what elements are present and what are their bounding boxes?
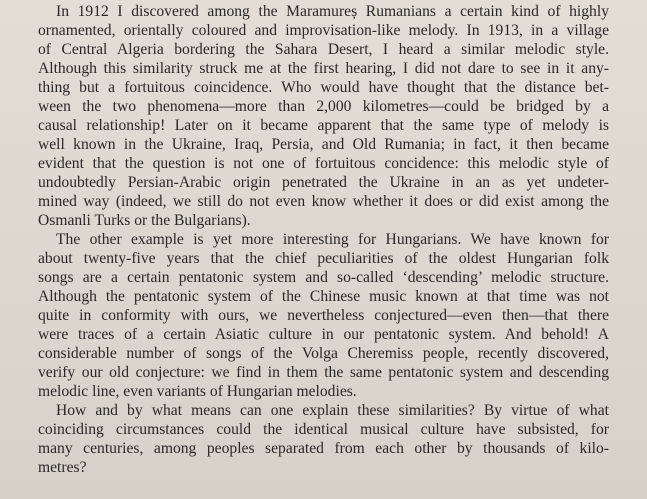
- text-line: evident that the question is not one of fortuitous concidence: this melodic style of: [38, 155, 609, 172]
- text-line: coinciding circumstances could the identical musical culture have subsisted, for: [38, 421, 609, 438]
- text-line: causal relationship! Later on it became apparent that the same type of melody is: [38, 117, 609, 134]
- text-line: well known in the Ukraine, Iraq, Persia, and Old Rumania; in fact, it then became: [38, 136, 609, 153]
- text-line: ween the two phenomena—more than 2,000 kilometres—could be bridged by a: [38, 98, 609, 115]
- text-line: The other example is yet more interesting for Hungarians. We have known for: [56, 231, 609, 248]
- text-line: mined way (indeed, we still do not even know whether it does or did exist among the: [38, 193, 609, 210]
- text-line: of Central Algeria bordering the Sahara Desert, I heard a similar melodic style.: [38, 41, 609, 58]
- text-line: How and by what means can one explain these similarities? By virtue of what: [56, 402, 609, 419]
- text-line: In 1912 I discovered among the Maramureș Rumanians a certain kind of highly: [56, 3, 609, 20]
- text-line: many centuries, among peoples separated from each other by thousands of kilo-: [38, 440, 609, 457]
- text-line: thing but a fortuitous coincidence. Who would have thought that the distance bet-: [38, 79, 609, 96]
- text-line: quite in conformity with ours, we nevertheless conjectured—even then—that there: [38, 307, 609, 324]
- text-line: Although the pentatonic system of the Chinese music known at that time was not: [38, 288, 609, 305]
- text-line: melodic line, even variants of Hungarian melodies.: [38, 383, 357, 400]
- text-line: undoubtedly Persian-Arabic origin penetrated the Ukraine in an as yet undeter-: [38, 174, 609, 191]
- text-line: were traces of a certain Asiatic culture in our pentatonic system. And behold! A: [38, 326, 609, 343]
- text-line: Osmanli Turks or the Bulgarians).: [38, 212, 251, 229]
- text-line: songs are a certain pentatonic system and so-called ‘descending’ melodic structure.: [38, 269, 609, 286]
- text-line: about twenty-five years that the chief peculiarities of the oldest Hungarian folk: [38, 250, 609, 267]
- text-line: verify our old conjecture: we find in them the same pentatonic system and descending: [38, 364, 609, 381]
- text-line: Although this similarity struck me at the first hearing, I did not dare to see in it any-: [38, 60, 609, 77]
- text-line: metres?: [38, 459, 87, 476]
- text-line: ornamented, orientally coloured and improvisation-like melody. In 1913, in a village: [38, 22, 609, 39]
- text-line: considerable number of songs of the Volga Cheremiss people, recently discovered,: [38, 345, 609, 362]
